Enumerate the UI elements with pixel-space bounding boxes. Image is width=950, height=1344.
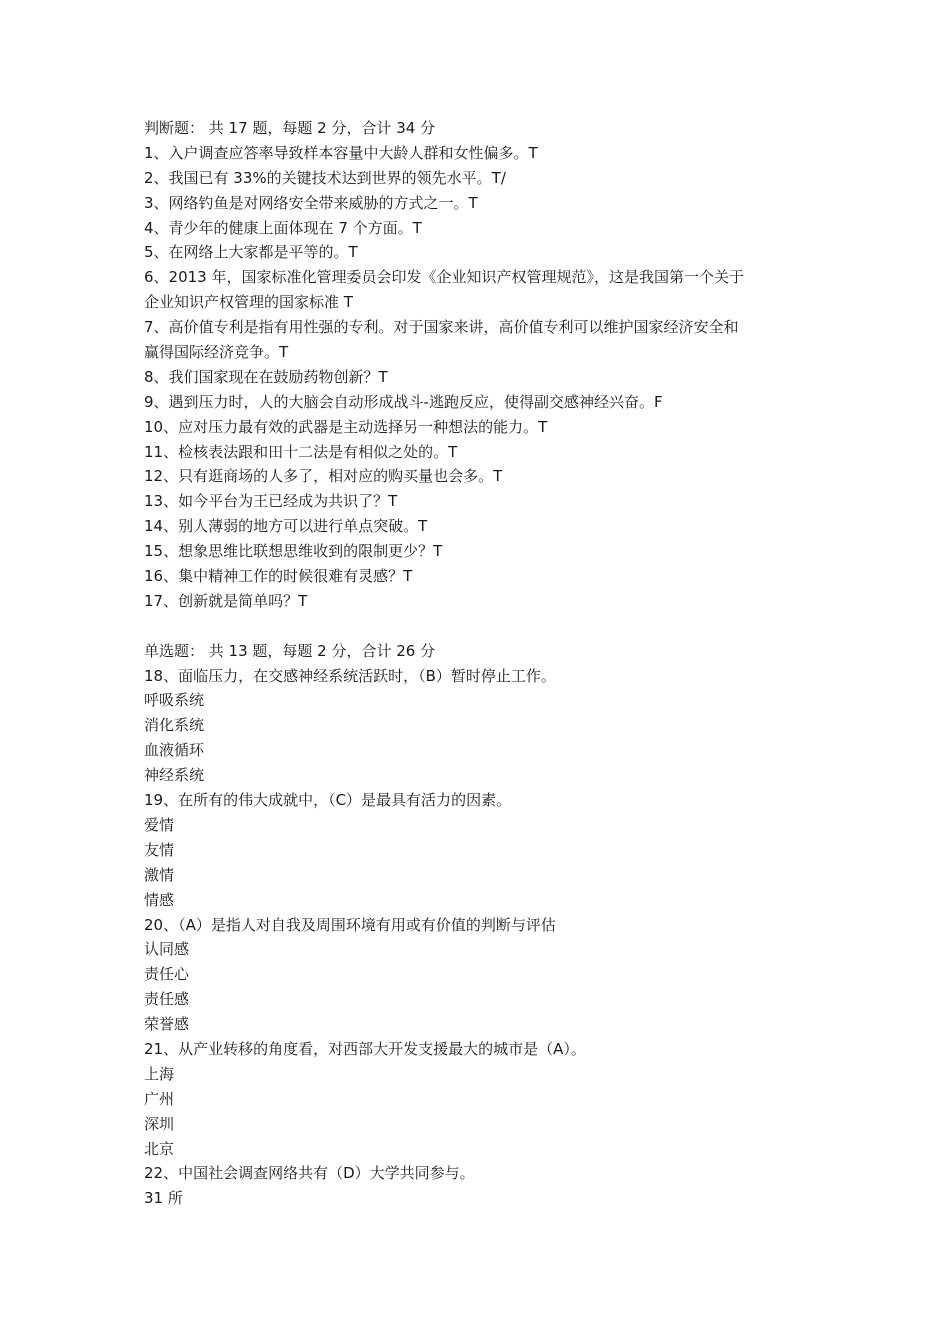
option-line: 责任心 [144,965,190,984]
option-line: 认同感 [144,940,190,959]
option-line: 31 所 [144,1189,183,1208]
option-line: 北京 [144,1139,175,1158]
option-line: 荣誉感 [144,1015,190,1034]
question-line: 1、入户调查应答率导致样本容量中大龄人群和女性偏多。T [144,143,538,162]
question-line: 11、检核表法跟和田十二法是有相似之处的。T [144,442,458,461]
question-line: 16、集中精神工作的时候很难有灵感？T [144,567,413,586]
option-line: 广州 [144,1089,175,1108]
question-line: 12、只有逛商场的人多了，相对应的购买量也会多。T [144,467,503,486]
question-line: 10、应对压力最有效的武器是主动选择另一种想法的能力。T [144,417,548,436]
question-line: 15、想象思维比联想思维收到的限制更少？T [144,542,443,561]
option-line: 情感 [144,890,175,909]
question-line: 22、中国社会调查网络共有（D）大学共同参与。 [144,1164,475,1183]
question-line: 21、从产业转移的角度看，对西部大开发支援最大的城市是（A）。 [144,1039,586,1058]
question-line: 20、（A）是指人对自我及周围环境有用或有价值的判断与评估 [144,915,556,934]
question-line: 9、遇到压力时，人的大脑会自动形成战斗-逃跑反应，使得副交感神经兴奋。F [144,392,663,411]
option-line: 友情 [144,840,175,859]
question-line: 14、别人薄弱的地方可以进行单点突破。T [144,517,428,536]
section-heading-single-choice: 单选题： 共 13 题，每题 2 分，合计 26 分 [144,641,436,660]
section-heading-true-false: 判断题： 共 17 题，每题 2 分，合计 34 分 [144,119,436,137]
option-line: 神经系统 [144,766,205,785]
option-line: 激情 [144,865,175,884]
question-line: 18、面临压力，在交感神经系统活跃时，（B）暂时停止工作。 [144,666,556,685]
question-line: 3、网络钓鱼是对网络安全带来威胁的方式之一。T [144,193,478,212]
option-line: 上海 [144,1064,175,1083]
document-page [144,116,824,1211]
question-line: 4、青少年的健康上面体现在 7 个方面。T [144,218,422,237]
question-line: 7、高价值专利是指有用性强的专利。对于国家来讲，高价值专利可以维护国家经济安全和 [144,318,739,337]
question-line: 19、在所有的伟大成就中，（C）是最具有活力的因素。 [144,791,512,810]
option-line: 深圳 [144,1114,175,1133]
question-line: 赢得国际经济竞争。T [144,343,289,362]
option-line: 消化系统 [144,716,205,735]
option-line: 责任感 [144,990,190,1009]
question-line: 13、如今平台为王已经成为共识了？T [144,492,398,511]
question-line: 5、在网络上大家都是平等的。T [144,243,358,262]
option-line: 爱情 [144,815,175,834]
option-line: 血液循环 [144,741,205,760]
question-line: 2、我国已有 33%的关键技术达到世界的领先水平。T/ [144,168,506,187]
option-line: 呼吸系统 [144,691,205,710]
question-line: 17、创新就是简单吗？T [144,591,308,610]
question-line: 8、我们国家现在在鼓励药物创新？T [144,367,388,386]
question-line: 企业知识产权管理的国家标准 T [144,293,353,312]
section-spacer [144,614,824,639]
question-line: 6、2013 年，国家标准化管理委员会印发《企业知识产权管理规范》，这是我国第一个关于 [144,268,744,287]
